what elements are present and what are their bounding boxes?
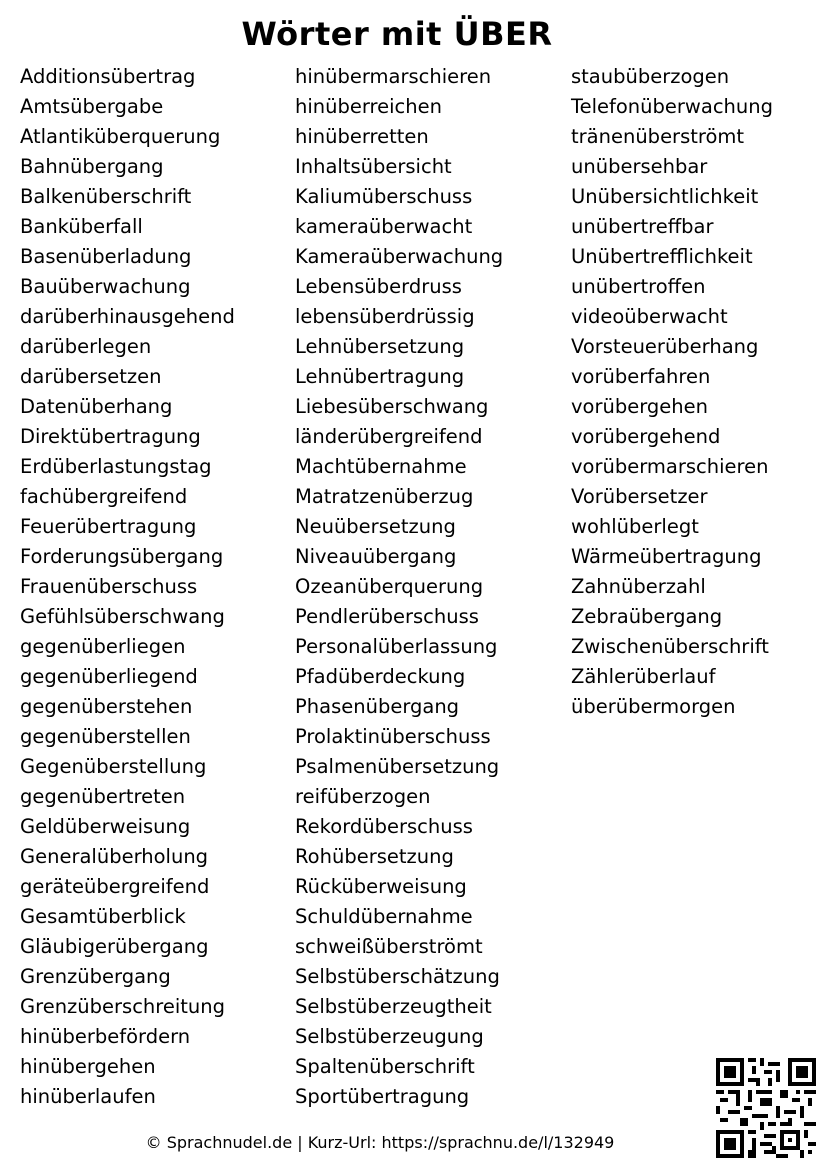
word-item: kameraüberwacht [295, 215, 473, 238]
word-item: länderübergreifend [295, 425, 483, 448]
word-item: Rekordüberschuss [295, 815, 473, 838]
word-item: staubüberzogen [571, 65, 730, 88]
word-item: Neuübersetzung [295, 515, 456, 538]
word-item: Psalmenübersetzung [295, 755, 500, 778]
word-item: gegenüberliegen [20, 635, 186, 658]
word-item: Gläubigerübergang [20, 935, 209, 958]
word-item: Balkenüberschrift [20, 185, 192, 208]
word-column-3 [571, 62, 773, 722]
word-item: Spaltenüberschrift [295, 1055, 475, 1078]
word-item: darübersetzen [20, 365, 162, 388]
word-item: Personalüberlassung [295, 635, 498, 658]
word-item: vorübergehend [571, 425, 721, 448]
word-item: hinüberlaufen [20, 1085, 156, 1108]
word-item: unübersehbar [571, 155, 708, 178]
word-item: hinüberbefördern [20, 1025, 191, 1048]
word-item: Gesamtüberblick [20, 905, 186, 928]
word-item: geräteübergreifend [20, 875, 210, 898]
word-item: gegenüberliegend [20, 665, 198, 688]
word-item: unübertroffen [571, 275, 706, 298]
page-title: Wörter mit ÜBER [241, 15, 553, 53]
word-item: darüberlegen [20, 335, 152, 358]
word-item: hinüberretten [295, 125, 429, 148]
word-item: Zebraübergang [571, 605, 723, 628]
word-item: Zwischenüberschrift [571, 635, 769, 658]
word-item: Niveauübergang [295, 545, 457, 568]
word-item: Lehnübertragung [295, 365, 465, 388]
word-item: Additionsübertrag [20, 65, 196, 88]
word-item: Machtübernahme [295, 455, 467, 478]
word-item: Generalüberholung [20, 845, 209, 868]
word-item: vorübermarschieren [571, 455, 769, 478]
word-item: Gefühlsüberschwang [20, 605, 225, 628]
word-column-2 [295, 62, 503, 1112]
word-item: Rücküberweisung [295, 875, 467, 898]
word-item: Selbstüberzeugung [295, 1025, 484, 1048]
word-item: Selbstüberschätzung [295, 965, 500, 988]
word-item: reifüberzogen [295, 785, 431, 808]
word-item: Feuerübertragung [20, 515, 197, 538]
word-item: Unübersichtlichkeit [571, 185, 759, 208]
word-item: Amtsübergabe [20, 95, 164, 118]
word-item: schweißüberströmt [295, 935, 483, 958]
word-item: hinüberreichen [295, 95, 442, 118]
word-item: Prolaktinüberschuss [295, 725, 491, 748]
word-item: fachübergreifend [20, 485, 188, 508]
word-item: Lehnübersetzung [295, 335, 465, 358]
word-item: Pendlerüberschuss [295, 605, 479, 628]
word-item: wohlüberlegt [571, 515, 699, 538]
word-item: Atlantiküberquerung [20, 125, 221, 148]
word-item: Matratzenüberzug [295, 485, 474, 508]
word-item: Kaliumüberschuss [295, 185, 473, 208]
word-item: Bahnübergang [20, 155, 164, 178]
word-item: Telefonüberwachung [571, 95, 773, 118]
word-item: Zählerüberlauf [571, 665, 716, 688]
word-item: Banküberfall [20, 215, 143, 238]
word-item: hinübergehen [20, 1055, 156, 1078]
word-item: Rohübersetzung [295, 845, 454, 868]
word-item: Sportübertragung [295, 1085, 470, 1108]
word-item: Grenzüberschreitung [20, 995, 226, 1018]
word-item: überübermorgen [571, 695, 736, 718]
word-item: Basenüberladung [20, 245, 192, 268]
word-item: Inhaltsübersicht [295, 155, 452, 178]
word-item: Kameraüberwachung [295, 245, 504, 268]
word-item: Selbstüberzeugtheit [295, 995, 492, 1018]
word-item: hinübermarschieren [295, 65, 492, 88]
word-item: Grenzübergang [20, 965, 171, 988]
word-item: vorüberfahren [571, 365, 711, 388]
word-item: vorübergehen [571, 395, 708, 418]
word-item: Unübertrefflichkeit [571, 245, 753, 268]
word-item: gegenüberstehen [20, 695, 193, 718]
footer-credit: © Sprachnudel.de | Kurz-Url: https://sprachnu.de/l/132949 [145, 1133, 615, 1152]
word-item: Erdüberlastungstag [20, 455, 212, 478]
word-item: Geldüberweisung [20, 815, 191, 838]
qr-code-icon[interactable] [716, 1058, 816, 1158]
word-item: Pfadüberdeckung [295, 665, 466, 688]
word-item: unübertreffbar [571, 215, 714, 238]
word-item: darüberhinausgehend [20, 305, 235, 328]
word-item: Bauüberwachung [20, 275, 191, 298]
word-item: Forderungsübergang [20, 545, 224, 568]
word-column-1 [20, 62, 235, 1112]
word-item: lebensüberdrüssig [295, 305, 475, 328]
word-item: Frauenüberschuss [20, 575, 198, 598]
word-item: Zahnüberzahl [571, 575, 706, 598]
word-item: gegenübertreten [20, 785, 186, 808]
word-item: Lebensüberdruss [295, 275, 462, 298]
word-item: Gegenüberstellung [20, 755, 207, 778]
word-item: tränenüberströmt [571, 125, 745, 148]
word-item: Schuldübernahme [295, 905, 473, 928]
word-item: Wärmeübertragung [571, 545, 762, 568]
word-item: Direktübertragung [20, 425, 201, 448]
word-item: Vorübersetzer [571, 485, 708, 508]
word-item: videoüberwacht [571, 305, 728, 328]
word-item: Liebesüberschwang [295, 395, 489, 418]
word-item: Vorsteuerüberhang [571, 335, 759, 358]
word-item: Datenüberhang [20, 395, 173, 418]
word-item: gegenüberstellen [20, 725, 191, 748]
word-item: Phasenübergang [295, 695, 460, 718]
word-item: Ozeanüberquerung [295, 575, 484, 598]
